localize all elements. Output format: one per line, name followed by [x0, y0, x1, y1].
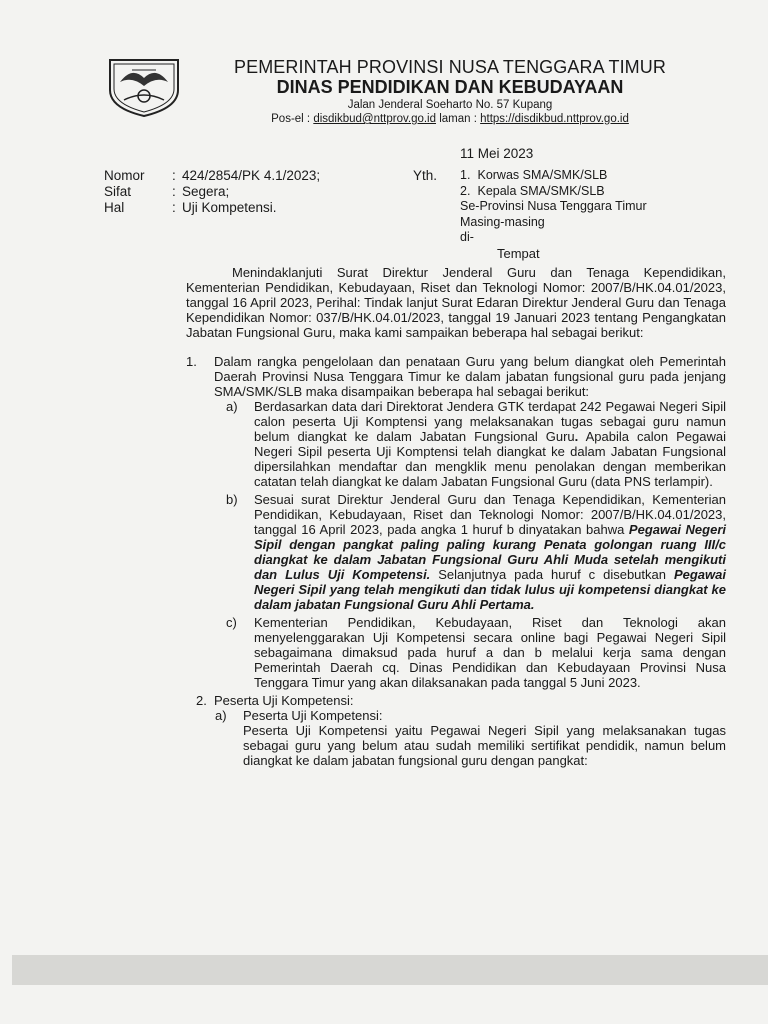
meta-key: Nomor [104, 168, 145, 183]
point-1-text: Dalam rangka pengelolaan dan penataan Guru yang belum diangkat oleh Pemerintah Daerah Provinsi Nusa Tenggara Timur ke dalam jabatan fungsional guru pada jenjang SMA/SMK/SLB maka disampaikan beberapa hal sebagai berikut: [214, 354, 726, 399]
meta-value: Uji Kompetensi. [182, 200, 277, 215]
recipient-1 [460, 168, 647, 184]
meta-value: Segera; [182, 184, 230, 199]
web-label: laman : [436, 113, 481, 125]
point-1b-text [254, 492, 726, 612]
point-1 [186, 354, 726, 690]
list-marker: 2. [196, 693, 207, 708]
text-run-bold-italic: Pegawai Negeri Sipil yang telah mengikuti dan tidak lulus uji kompetensi diangkat ke dalam jabatan Fungsional Guru Ahli Pertama. [254, 567, 726, 612]
meta-sep: : [172, 184, 176, 199]
province-emblem-logo [104, 56, 184, 118]
list-marker: a) [226, 399, 238, 414]
web-link[interactable]: https://disdikbud.nttprov.go.id [480, 113, 629, 125]
point-1c [226, 615, 726, 690]
intro-paragraph: Menindaklanjuti Surat Direktur Jenderal Guru dan Tenaga Kependidikan, Kementerian Pendidikan, Kebudayaan, Riset dan Teknologi Nomor: 2007/B/HK.04.01/2023, tanggal 16 April 2023, Perihal: Tindak lanjut Surat Edaran Direktur Jenderal Guru dan Tenaga Kependidikan Nomor: 037/B/HK.04.01/2023, tanggal 19 Januari 2023 tentang Pengangkatan Jabatan Fungsional Guru, maka kami sampaikan beberapa hal sebagai berikut: [186, 265, 726, 340]
letterhead-contact [200, 112, 700, 126]
recipient-scope: Se-Provinsi Nusa Tenggara Timur [460, 199, 647, 213]
meta-key: Sifat [104, 184, 132, 199]
letterhead-agency: DINAS PENDIDIKAN DAN KEBUDAYAAN [276, 77, 624, 97]
text-run: Apabila calon Pegawai Negeri Sipil peserta Uji Komptensi telah diangkat ke dalam Jabatan Fungsional dipersilahkan mendaftar dan mengklik menu penolakan dengan memberikan catatan telah diangkat ke dalam Jabatan Fungsional Guru (data PNS terlampir). [254, 429, 726, 489]
letter-date: 11 Mei 2023 [460, 146, 534, 161]
point-2a-text: Peserta Uji Kompetensi yaitu Pegawai Negeri Sipil yang melaksanakan tugas sebagai guru yang belum atau sudah memiliki sertifikat pendidik, namun belum diangkat ke dalam jabatan fungsional guru dengan pangkat: [243, 723, 726, 768]
point-1c-text: Kementerian Pendidikan, Kebudayaan, Riset dan Teknologi akan menyelenggarakan Uji Kompetensi secara online bagi Pegawai Negeri Sipil sebagaimana dimaksud pada huruf a dan b melalui kerja sama dengan Pemerintah Daerah cq. Dinas Pendidikan dan Kebudayaan Provinsi Nusa Tenggara Timur yang akan dilaksanakan pada tanggal 5 Juni 2023. [254, 615, 726, 690]
meta-row-sifat [104, 184, 320, 200]
meta-sep: : [172, 168, 176, 183]
meta-sep: : [172, 200, 176, 215]
recipient-di: di- [460, 230, 474, 244]
text-run-bold-italic: Pegawai Negeri Sipil dengan pangkat paling paling kurang Penata golongan ruang III/c diangkat ke dalam Jabatan Fungsional Guru Ahli Muda setelah mengikuti dan Lulus Uji Kompetensi. [254, 522, 726, 582]
meta-row-hal [104, 200, 320, 216]
point-1a [226, 399, 726, 489]
list-marker: b) [226, 492, 238, 507]
list-marker: a) [215, 708, 227, 723]
text-run-bold: . [574, 429, 579, 444]
yth-label: Yth. [413, 168, 438, 183]
recipient-place: Tempat [497, 245, 540, 261]
recipient-each: Masing-masing [460, 214, 545, 229]
point-1a-text [254, 399, 726, 489]
meta-key: Hal [104, 200, 125, 215]
letterhead-address: Jalan Jenderal Soeharto No. 57 Kupang [347, 99, 553, 111]
point-2 [196, 693, 726, 768]
recipient-text: Kepala SMA/SMK/SLB [477, 183, 605, 198]
email-label: Pos-el : [271, 113, 314, 125]
point-2a [215, 708, 726, 768]
letterhead [200, 58, 700, 126]
letter-body [186, 265, 726, 768]
meta-value: 424/2854/PK 4.1/2023; [182, 168, 321, 183]
point-2-title: Peserta Uji Kompetensi: [214, 693, 354, 708]
recipient-2 [460, 184, 647, 200]
letterhead-government: PEMERINTAH PROVINSI NUSA TENGGARA TIMUR [234, 57, 666, 77]
recipient-number: 1. [460, 168, 471, 182]
recipient-text: Korwas SMA/SMK/SLB [477, 168, 608, 182]
email-link[interactable]: disdikbud@nttprov.go.id [313, 113, 437, 125]
scan-bottom-edge [12, 955, 768, 985]
text-run: Sesuai surat Direktur Jenderal Guru dan Tenaga Kependidikan, Kementerian Pendidikan, Kebudayaan, Riset dan Teknologi Nomor: 2007/B/HK.04.01/2023, tanggal 16 April 2023, pada angka 1 huruf b dinyatakan bahwa [254, 492, 726, 537]
meta-row-nomor [104, 168, 320, 184]
point-1b [226, 492, 726, 612]
point-2a-title: Peserta Uji Kompetensi: [243, 708, 383, 723]
recipients [460, 168, 647, 261]
text-run: Berdasarkan data dari Direktorat Jendera GTK terdapat 242 Pegawai Negeri Sipil calon peserta Uji Komptensi yang melaksanakan tugas sebagai guru namun belum diangkat ke dalam Jabatan Fungsional Guru [254, 399, 726, 444]
recipient-number: 2. [460, 183, 471, 198]
text-run: Selanjutnya pada huruf c disebutkan [430, 567, 674, 582]
letter-meta [104, 168, 320, 216]
list-marker: 1. [186, 354, 197, 369]
list-marker: c) [226, 615, 237, 630]
